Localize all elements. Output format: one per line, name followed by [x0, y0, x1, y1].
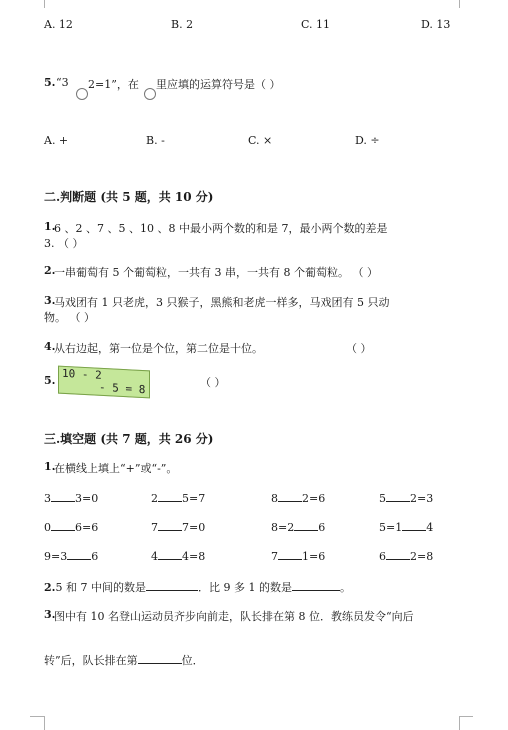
question-text: 6 、2 、7 、5 、10 、8 中最小两个数的和是 7，最小两个数的差是 [54, 222, 388, 235]
option-a: A. 12 [44, 18, 73, 31]
question-text: 。 [339, 581, 351, 594]
corner-mark [459, 716, 473, 717]
question-text: ．比 9 多 1 的数是 [197, 581, 292, 594]
equation-row [44, 520, 464, 534]
fill-blank[interactable] [402, 520, 426, 531]
fill-blank[interactable] [51, 520, 75, 531]
equation: 9=3 6 [44, 550, 99, 563]
answer-parens: （ ） [346, 342, 372, 355]
question-number: 3. [44, 294, 56, 307]
option-a: A. + [44, 134, 69, 147]
question-number: 5. [44, 76, 56, 89]
section-title: 三.填空题 (共 7 题，共 26 分) [44, 432, 214, 446]
question-text: 在横线上填上“+”或“-”。 [54, 462, 178, 475]
equation: 5=1 4 [379, 521, 434, 534]
equation: 7 7=0 [151, 521, 206, 534]
fill-blank[interactable] [51, 491, 75, 502]
fill-blank[interactable] [278, 491, 302, 502]
option-b: B. 2 [171, 18, 194, 31]
fill-blank[interactable] [292, 580, 340, 591]
question-line [44, 652, 204, 668]
fill-blank[interactable] [146, 580, 198, 591]
question-number: 5. [44, 374, 56, 387]
equation-row [44, 549, 464, 563]
option-d: D. ÷ [355, 134, 380, 147]
fill-blank[interactable] [158, 491, 182, 502]
tape-text-bottom: - 5 = 8 [99, 380, 146, 397]
fill-blank[interactable] [158, 549, 182, 560]
operator-circle [144, 88, 156, 100]
question-text: 位． [181, 654, 204, 667]
question-number: 2. [44, 264, 56, 277]
question-text: 一串葡萄有 5 个葡萄粒，一共有 3 串，一共有 8 个葡萄粒。 （ ） [54, 266, 378, 279]
equation: 7 1=6 [271, 550, 326, 563]
equation: 8 2=6 [271, 492, 326, 505]
fill-blank[interactable] [294, 520, 318, 531]
corner-mark [459, 716, 460, 730]
number-tape-image [58, 366, 150, 399]
fill-blank[interactable] [386, 549, 410, 560]
fill-blank[interactable] [158, 520, 182, 531]
question-text: “3 [56, 76, 69, 89]
fill-blank[interactable] [67, 549, 91, 560]
equation: 6 2=8 [379, 550, 434, 563]
corner-mark [44, 716, 45, 730]
question-text: 5 和 7 中间的数是 [55, 581, 146, 594]
equation: 2 5=7 [151, 492, 206, 505]
question-number: 2. [44, 581, 56, 594]
corner-mark [30, 716, 44, 717]
option-d: D. 13 [421, 18, 451, 31]
question-text: 从右边起，第一位是个位，第二位是十位。 [54, 342, 263, 355]
question-text: 里应填的运算符号是（ ） [156, 78, 281, 91]
question-text: 3. （ ） [44, 237, 84, 250]
option-c: C. 11 [301, 18, 331, 31]
question-text: 2=1”，在 [88, 78, 139, 91]
equation: 8=2 6 [271, 521, 326, 534]
fill-blank[interactable] [138, 653, 182, 664]
equation: 5 2=3 [379, 492, 434, 505]
question-number: 1. [44, 460, 56, 473]
option-b: B. - [146, 134, 165, 147]
question-text: 物。 （ ） [44, 311, 95, 324]
fill-blank[interactable] [278, 549, 302, 560]
equation: 3 3=0 [44, 492, 99, 505]
question-text: 马戏团有 1 只老虎，3 只猴子，黑熊和老虎一样多，马戏团有 5 只动 [54, 296, 390, 309]
equation: 0 6=6 [44, 521, 99, 534]
equation: 4 4=8 [151, 550, 206, 563]
corner-mark [459, 0, 460, 8]
equation-row [44, 491, 464, 505]
option-c: C. × [248, 134, 273, 147]
question-number: 1. [44, 220, 56, 233]
operator-circle [76, 88, 88, 100]
tape-text-top: 10 - 2 [62, 366, 102, 382]
corner-mark [44, 0, 45, 8]
section-title: 二.判断题 (共 5 题，共 10 分) [44, 190, 214, 204]
question-number: 4. [44, 340, 56, 353]
answer-parens: （ ） [200, 376, 226, 389]
fill-blank[interactable] [386, 491, 410, 502]
question-text: 图中有 10 名登山运动员齐步向前走，队长排在第 8 位．教练员发令“向后 [54, 610, 414, 623]
question-number: 3. [44, 608, 56, 621]
question-text: 转”后，队长排在第 [44, 654, 138, 667]
question-line [44, 579, 351, 595]
